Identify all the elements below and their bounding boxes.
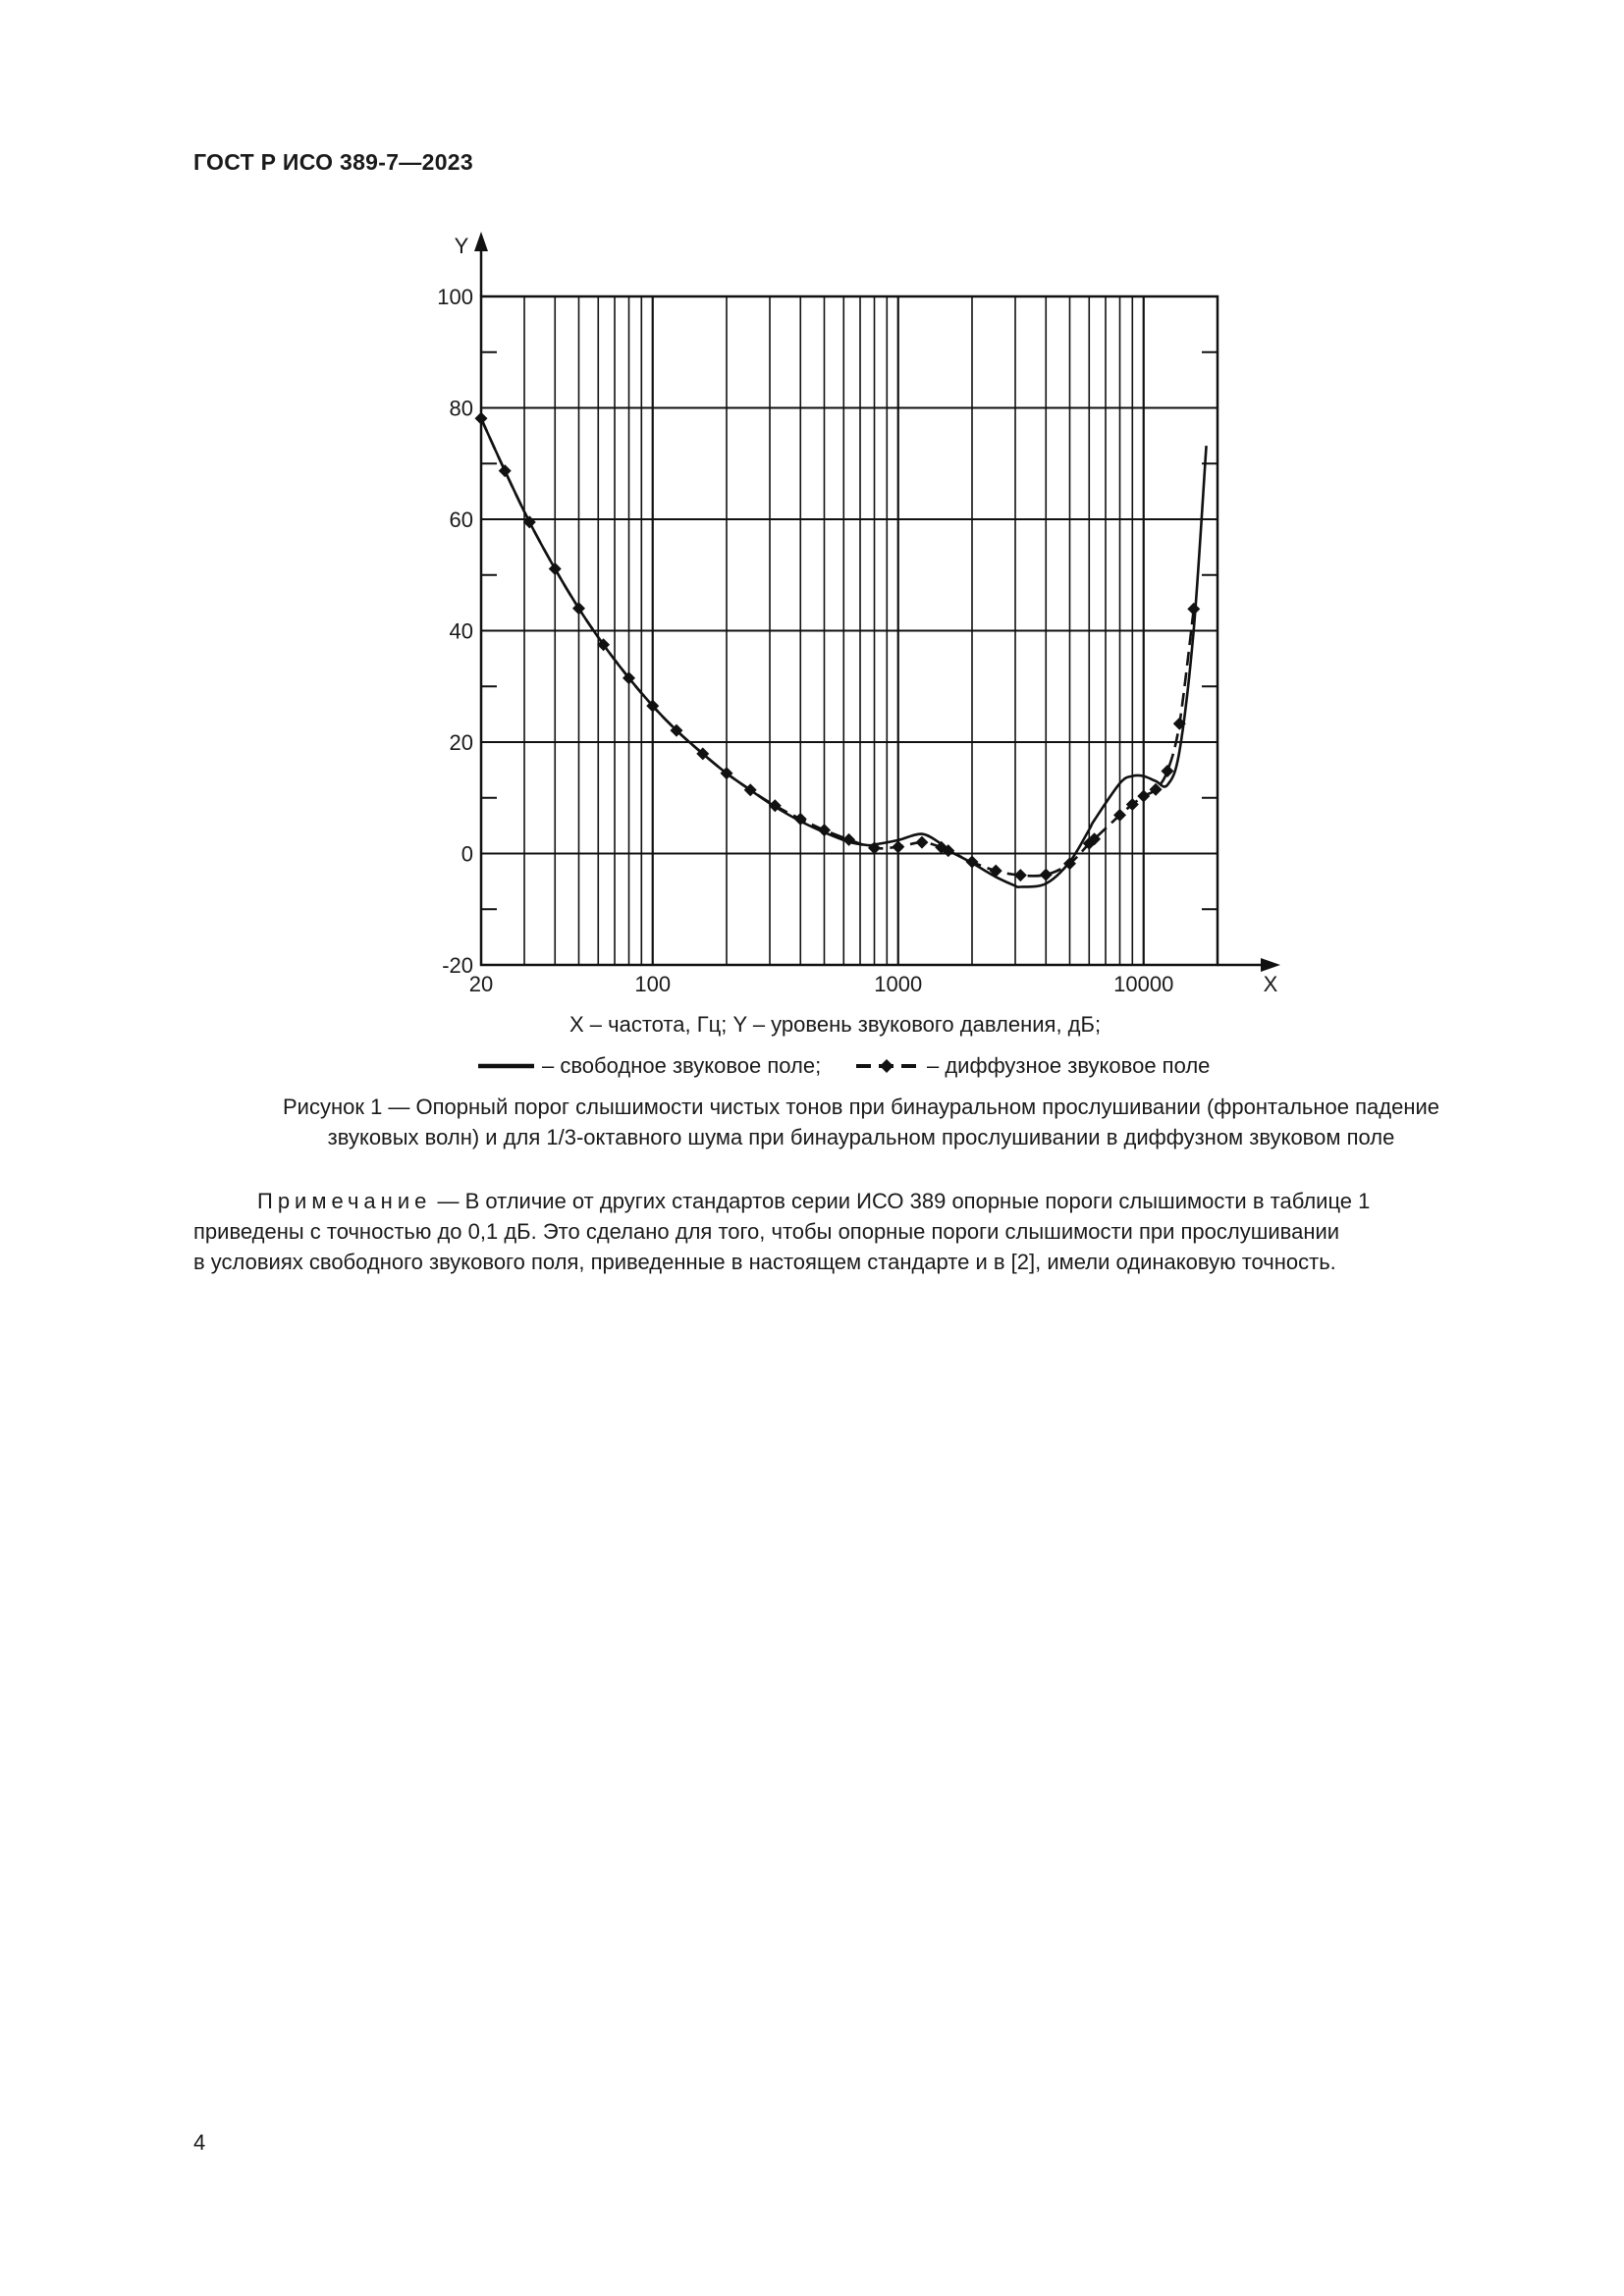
y-tick-label: 100 [437,285,473,309]
note-line-3: в условиях свободного звукового поля, приведенные в настоящем стандарте и в [2], имели одинаковую точность. [193,1250,1336,1274]
x-tick-label: 10000 [1113,972,1174,996]
caption-line-1: Рисунок 1 — Опорный порог слышимости чистых тонов при бинауральном прослушивании (фронтальное падение [282,1095,1440,1119]
data-point-diffuse [549,562,562,575]
axis-description: X – частота, Гц; Y – уровень звукового давления, дБ; [569,1012,1102,1037]
x-tick-label: 100 [634,972,672,996]
chart-labels [437,234,1277,996]
x-tick-label: 1000 [874,972,923,996]
y-tick-label: 80 [449,396,473,421]
x-tick-label: 20 [468,972,494,996]
data-point-diffuse [1137,790,1150,803]
y-tick-label: 0 [460,841,473,867]
y-axis-letter: Y [454,234,469,258]
note-label: Примечание [257,1189,432,1213]
legend-diffuse-field-label: – диффузное звуковое поле [927,1053,1211,1078]
x-axis-letter: X [1263,972,1278,996]
chart-legend [478,1012,1210,1078]
y-tick-label: 20 [449,730,473,755]
data-point-diffuse [1040,869,1053,881]
data-point-diffuse [915,836,928,849]
y-tick-label: 40 [449,618,473,644]
data-point-diffuse [572,602,585,614]
y-tick-label: 60 [449,507,473,532]
figure-caption [193,1092,1529,1152]
series-diffuse-field-line [481,418,1194,876]
y-axis-arrow [474,232,488,251]
threshold-chart [0,0,1624,1090]
chart-grid [481,296,1218,965]
legend-diffuse-marker [880,1059,893,1073]
caption-line-2: звуковых волн) и для 1/3-октавного шума при бинауральном прослушивании в диффузном звуковом поле [327,1125,1395,1149]
chart-frame [474,232,1280,972]
x-axis-arrow [1261,958,1280,972]
data-point-diffuse [499,464,512,477]
document-header: ГОСТ Р ИСО 389-7—2023 [193,149,473,175]
page-number: 4 [193,2130,206,2155]
note-paragraph [193,1186,1529,1277]
legend-free-field-label: – свободное звуковое поле; [542,1053,822,1078]
note-line-1-text: — В отличие от других стандартов серии ИСО 389 опорные пороги слышимости в таблице 1 [431,1189,1371,1213]
data-point-diffuse [1187,603,1200,615]
data-point-diffuse [475,412,488,425]
y-tick-label: -20 [442,953,473,978]
note-line-2: приведены с точностью до 0,1 дБ. Это сделано для того, чтобы опорные пороги слышимости при прослушивании [193,1219,1340,1244]
data-point-diffuse [1161,765,1173,777]
chart-series [475,412,1207,887]
note-line-1 [193,1186,1529,1216]
